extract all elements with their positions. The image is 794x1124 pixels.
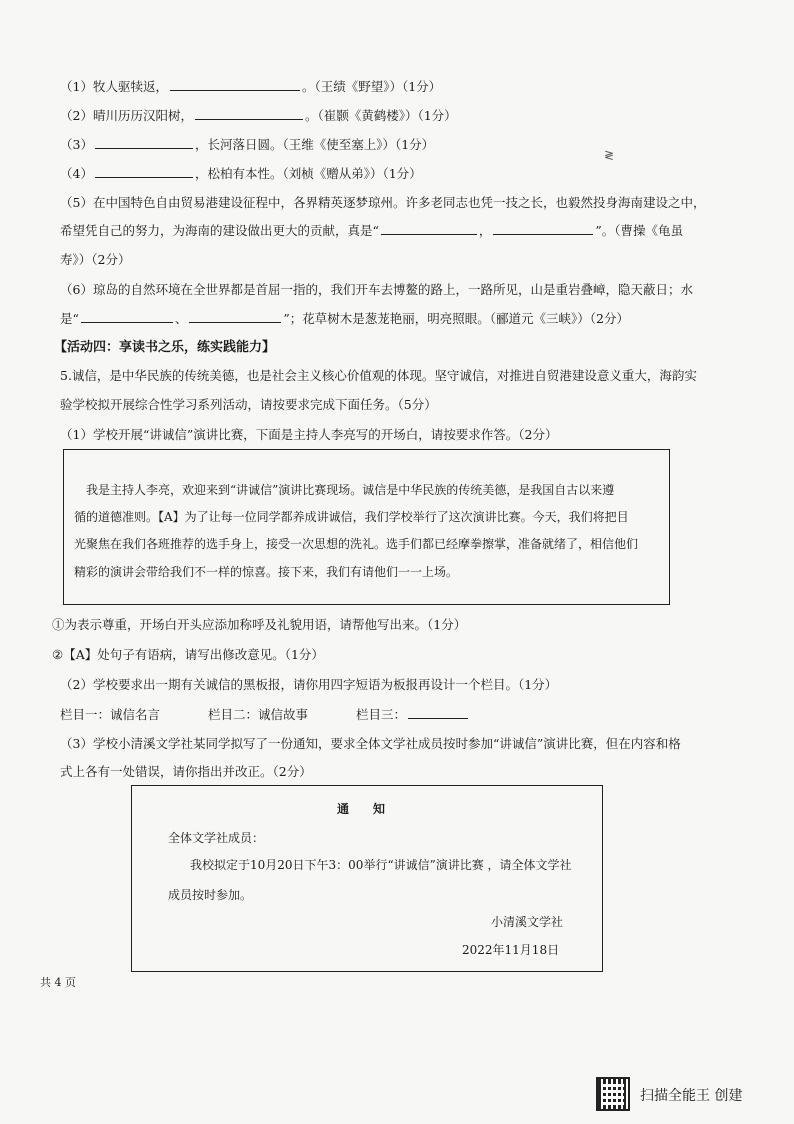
question-4: （4） ，松柏有本性。（刘桢《赠从弟》）（1分） [60,166,422,181]
sub-question-3-line2: 式上各有一处错误，请你指出并改正。（2分） [60,764,312,779]
answer-blank[interactable] [381,222,477,235]
column-2: 栏目二：诚信故事 [208,707,309,722]
notice-body-line2: 成员按时参加。 [168,888,253,902]
sub-question-2: （2）学校要求出一期有关诚信的黑板报，请你用四字短语为板报再设计一个栏目。（1分） [60,677,558,692]
column-3: 栏目三： [356,706,470,724]
q5-intro-line2: 验学校拟开展综合性学习系列活动，请按要求完成下面任务。（5分） [60,397,437,412]
notice-box [131,785,603,972]
question-3: （3） ，长河落日圆。（王维《使至塞上》）（1分） [60,137,435,152]
answer-blank[interactable] [170,78,300,91]
answer-blank[interactable] [195,107,303,120]
notice-title: 通 知 [337,802,386,816]
qr-code-icon [596,1077,630,1111]
q5-intro-line1: 5.诚信，是中华民族的传统美德，也是社会主义核心价值观的体现。坚守诚信，对推进自贸港建设意义重大，海韵实 [60,368,697,383]
scan-mark: ≷ [604,148,615,162]
notice-date: 2022年11月18日 [462,943,560,957]
task-b: ②【A】处句子有语病，请写出修改意见。（1分） [52,647,324,662]
column-1: 栏目一：诚信名言 [60,707,161,722]
scanner-watermark: 扫描全能王 创建 [640,1088,743,1104]
answer-blank[interactable] [81,310,173,323]
sub-question-1: （1）学校开展“讲诚信”演讲比赛，下面是主持人李亮写的开场白，请按要求作答。（2分） [60,427,558,442]
speech-line: 光聚焦在我们各班推荐的选手身上，接受一次思想的洗礼。选手们都已经摩拳擦掌，准备就绪了，相信他们 [74,537,639,551]
answer-blank[interactable] [95,136,193,149]
question-1: （1）牧人驱犊返， 。（王绩《野望》）（1分） [60,79,442,94]
question-6-line2: 是“ 、 ”；花草树木是葱茏艳丽，明亮照眼。（郦道元《三峡》）（2分） [60,311,630,326]
question-5-line3: 寿》）（2分） [60,252,131,267]
activity-title: 【活动四：享读书之乐，练实践能力】 [54,340,276,355]
answer-blank[interactable] [95,165,193,178]
notice-signer: 小清溪文学社 [491,915,564,929]
speech-line: 精彩的演讲会带给我们不一样的惊喜。接下来，我们有请他们一一上场。 [74,565,459,579]
task-a: ①为表示尊重，开场白开头应添加称呼及礼貌用语，请帮他写出来。（1分） [52,617,467,632]
page-count: 共 4 页 [40,976,76,989]
opening-speech-box [63,449,670,605]
speech-line: 循的道德准则。【A】为了让每一位同学都养成讲诚信，我们学校举行了这次演讲比赛。今天，我们将把目 [74,510,629,524]
answer-blank[interactable] [408,706,468,719]
question-2: （2）晴川历历汉阳树， 。（崔颢《黄鹤楼》）（1分） [60,108,457,123]
speech-line: 我是主持人李亮，欢迎来到“讲诚信”演讲比赛现场。诚信是中华民族的传统美德，是我国自古以来遵 [86,483,615,497]
answer-blank[interactable] [493,222,593,235]
question-6-line1: （6）琼岛的自然环境在全世界都是首屈一指的，我们开车去博鳌的路上，一路所见，山是重岩叠嶂，隐天蔽日；水 [60,282,693,297]
notice-body-line1: 我校拟定于10月20日下午3：00举行“讲诚信”演讲比赛 ，请全体文学社 [190,858,572,872]
notice-greeting: 全体文学社成员： [168,831,265,845]
question-5-line2: 希望凭自己的努力，为海南的建设做出更大的贡献，真是“ ， ”。（曹操《龟虽 [60,223,684,238]
question-5-line1: （5）在中国特色自由贸易港建设征程中，各界精英逐梦琼州。许多老同志也凭一技之长，也毅然投身海南建设之中， [60,195,706,210]
sub-question-3-line1: （3）学校小清溪文学社某同学拟写了一份通知，要求全体文学社成员按时参加“讲诚信”演讲比赛，但在内容和格 [60,736,681,751]
answer-blank[interactable] [189,310,281,323]
